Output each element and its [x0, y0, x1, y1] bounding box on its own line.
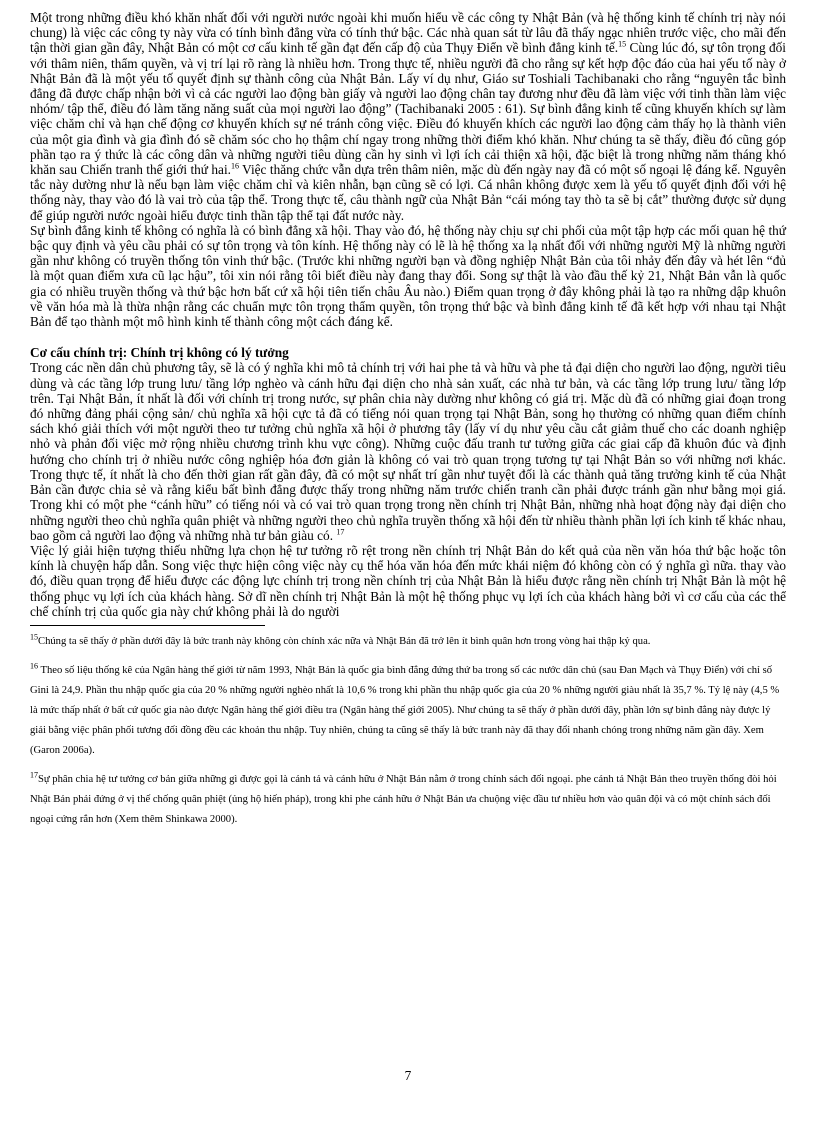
footnote-text: Chúng ta sẽ thấy ở phần dưới đây là bức tranh này không còn chính xác nữa và Nhật Bản đã trở lên ít bình quân hơn trong vòng hai thập kỷ qua.	[38, 635, 651, 647]
body-paragraph-3	[30, 360, 786, 542]
footnote-text: Sự phân chia hệ tư tưởng cơ bản giữa những gì được gọi là cánh tả và cánh hữu ở Nhật Bản nằm ở trong chính sách đối ngoại. phe cánh tả Nhật Bản theo truyền thống đòi hỏi Nhật Bản phải đứng ở vị thế chống quân phiệt (ủng hộ hiến pháp), trong khi phe cánh hữu ở Nhật Bản ưa chuộng việc đầu tư nhiều hơn vào quân đội và có một chính sách đối ngoại cứng rắn hơn (Xem thêm Shinkawa 2000).	[30, 773, 777, 825]
footnote-17	[30, 770, 786, 830]
footnote-mark: 16	[30, 661, 38, 671]
paragraph-1-text-b: Cùng lúc đó, sự tôn trọng đối với thâm niên, thẩm quyền, và vị trí lại rõ ràng là nhiều hơn. Trong thực tế, nhiều người đã cho rằng sự kết hợp độc đáo của hai yếu tố này ở Nhật Bản đã là một yếu tố quyết định sự thành công của Nhật Bản. Lấy ví dụ như, Giáo sư Toshiali Tachibanaki cho rằng “nguyên tắc bình đẳng đã được chấp nhận bởi vì cả các người lao động bàn giấy và người lao động chân tay đương như đều đã làm việc với tinh thần làm việc nhóm/ tập thể, điều đó làm tăng năng suất của mọi người lao động” (Tachibanaki 2005 : 61). Sự bình đẳng kinh tế cũng khuyến khích sự làm việc chăm chỉ và hạn chế động cơ khuyến khích sự né tránh công việc. Điều đó khuyến khích các người lao động cảm thấy họ là thành viên của một gia đình và gia đình đó sẽ chăm sóc cho họ thậm chí ngay trong những thời điểm khó khăn. Như chúng ta sẽ thấy, điều đó cũng góp phần tạo ra ý thức là các công dân và những người tiêu dùng cần hy sinh vì lợi ích cải thiện xã hội, đặc biệt là trong những năm tháng khó khăn sau Chiến tranh thế giới thứ hai.	[30, 40, 786, 178]
footnote-ref-16[interactable]: 16	[230, 161, 239, 171]
page-number: 7	[404, 1068, 412, 1083]
body-paragraph-1	[30, 10, 786, 223]
section-heading: Cơ cấu chính trị: Chính trị không có lý tưởng	[30, 345, 289, 361]
body-paragraph-2: Sự bình đẳng kinh tế không có nghĩa là có bình đẳng xã hội. Thay vào đó, hệ thống này chịu sự chi phối của một tập hợp các mối quan hệ thứ bậc quy định và yêu cầu phải có sự tôn trọng và tôn kính. Hệ thống này có lẽ là hệ thống xa lạ nhất đối với những người Mỹ là những người gần như không có truyền thống tôn vinh thứ bậc. (Trước khi những người bạn và đồng nghiệp Nhật Bản của tôi nhảy đến đây và hét lên “đủ là một quan điểm xưa cũ lạc hậu”, tôi xin nói rằng tôi biết điều này đang thay đổi. Song sự thật là vào đầu thế kỷ 21, Nhật Bản vẫn là quốc gia có nhiều truyền thống và thứ bậc hơn bất cứ xã hội tiên tiến châu Âu nào.) Điểm quan trọng ở đây không phải là tạo ra những dập khuôn về văn hóa mà là thừa nhận rằng các chuẩn mực tôn trọng thẩm quyền, tôn trọng thứ bậc và bình đẳng kinh tế đã kết hợp với nhau tại Nhật Bản để tạo thành một mô hình kinh tế thành công một cách đáng kể.	[30, 222, 786, 330]
footnote-mark: 15	[30, 632, 38, 642]
paragraph-3-text: Trong các nền dân chủ phương tây, sẽ là có ý nghĩa khi mô tả chính trị với hai phe tả và hữu và phe tả đại diện cho người lao động, người tiêu dùng và các tầng lớp trung lưu/ tầng lớp nghèo và cánh hữu đại diện cho nhà sản xuất, các nhà tư bản, và các tầng lớp trung lưu/ tầng lớp trên. Tại Nhật Bản, ít nhất là đối với chính trị trong nước, sự phân chia này dường như không có giá trị. Mặc dù đã có những giai đoạn trong đó những đảng phái cộng sản/ chủ nghĩa xã hội cực tả đã có tiếng nói quan trọng tại Nhật Bản, song họ thường có những quan điểm chính sách khó giải thích với một người theo tư tưởng chủ nghĩa xã hội ở phương tây (lấy ví dụ như yêu cầu cắt giảm thuế cho các doanh nghiệp nhỏ và phản đối việc mở rộng nhiều chương trình khu vực công). Những cuộc đấu tranh tư tưởng giữa các giai cấp đã khuôn đúc và định hướng cho chính trị ở nhiều nước công nghiệp hóa đơn giản là không có vai trò quan trọng tương tự tại Nhật Bản so với những nơi khác. Trong thực tế, ít nhất là cho đến thời gian rất gần đây, đã có một sự nhất trí gần như tuyệt đối là các thành quả tăng trưởng kinh tế của Nhật Bản cần được chia sẻ và rằng kiểu bất bình đẳng được thấy trong những năm trước chiến tranh cần phải được tránh gần như bằng mọi giá. Trong khi có một phe “cánh hữu” có tiếng nói và có vai trò quan trọng trong nền chính trị Nhật Bản, những nhà hoạt động này đại diện cho những người theo chủ nghĩa quân phiệt và những người theo chủ nghĩa truyền thống xã hội đến từ nhiều thành phần lợi ích kinh tế khác nhau, bao gồm cả người lao động và những nhà tư bản giàu có.	[30, 360, 786, 543]
footnote-ref-15[interactable]: 15	[618, 39, 627, 49]
footnote-16	[30, 661, 786, 761]
paragraph-1-text-a: Một trong những điều khó khăn nhất đối với người nước ngoài khi muốn hiểu về các công ty Nhật Bản (và hệ thống kinh tế chính trị này nói chung) là việc các công ty này vừa có tính bình đẳng vừa có tính thứ bậc. Các nhà quan sát từ lâu đã thấy ngạc nhiên trước việc, cho mãi đến tận thời gian gần đây, Nhật Bản có một cơ cấu kinh tế gần đạt đến cấp độ của Thụy Điển về bình đẳng kinh tế.	[30, 10, 786, 56]
body-paragraph-4: Việc lý giải hiện tượng thiếu những lựa chọn hệ tư tưởng rõ rệt trong nền chính trị Nhật Bản do kết quả của nền văn hóa thứ bậc hoặc tôn kính là chuyện hấp dẫn. Song việc thực hiện công việc này cụ thể hóa văn hóa đến mức khái niệm đó không còn có ý nghĩa gì nữa. thay vào đó, điều quan trọng để hiểu được các động lực chính trị trong nền chính trị của Nhật Bản là hiểu được rằng nền chính trị Nhật Bản là một hệ thống phục vụ lợi ích của khách hàng. Sở dĩ nền chính trị Nhật Bản là một hệ thống phục vụ lợi ích của khách hàng bởi vì cơ cấu của các thể chế chính trị của quốc gia này chứ không phải là do người	[30, 542, 786, 619]
footnote-mark: 17	[30, 770, 38, 780]
paragraph-1-text-c: Việc thăng chức vẫn dựa trên thâm niên, mặc dù đến ngày nay đã có một số ngoại lệ đáng kể. Nguyên tắc này dường như là nếu bạn làm việc chăm chỉ và kiên nhẫn, bạn cũng sẽ có lợi. Cá nhân không được xem là yếu tố quyết định đối với hệ thống này, thay vào đó là vai trò của tập thể. Trong thực tế, câu thành ngữ của Nhật Bản “cái móng tay thò ta sẽ bị cắt” thường được sử dụng để giúp người nước ngoài hiểu được tinh thần tập thể tại đất nước này.	[30, 162, 786, 223]
footnote-15	[30, 632, 786, 652]
footnotes	[30, 632, 786, 830]
document-page	[30, 10, 786, 839]
footnote-ref-17[interactable]: 17	[336, 527, 345, 537]
footnote-text: Theo số liệu thống kê của Ngân hàng thế giới từ năm 1993, Nhật Bản là quốc gia bình đẳng đứng thứ ba trong số các nước dân chủ (sau Đan Mạch và Thụy Điển) với chỉ số Gini là 24,9. Phần thu nhập quốc gia của 20 % những người nghèo nhất là 10,6 % trong khi phần thu nhập quốc gia của 20 % những người giàu nhất là 35,7 %. Tỷ lệ này (4,5 % là mức thấp nhất ở bất cứ quốc gia nào được Ngân hàng thế giới điều tra (Ngân hàng thế giới 2005). Như chúng ta sẽ thấy ở phần dưới đây, phần lớn sự bình đẳng này được lý giải bằng việc phân phối tương đối đồng đều các khoản thu nhập. Tuy nhiên, chúng ta cũng sẽ thấy là bức tranh này đã thay đổi nhanh chóng trong những năm gần đây. Xem (Garon 2006a).	[30, 664, 780, 756]
footnote-separator	[30, 625, 265, 626]
